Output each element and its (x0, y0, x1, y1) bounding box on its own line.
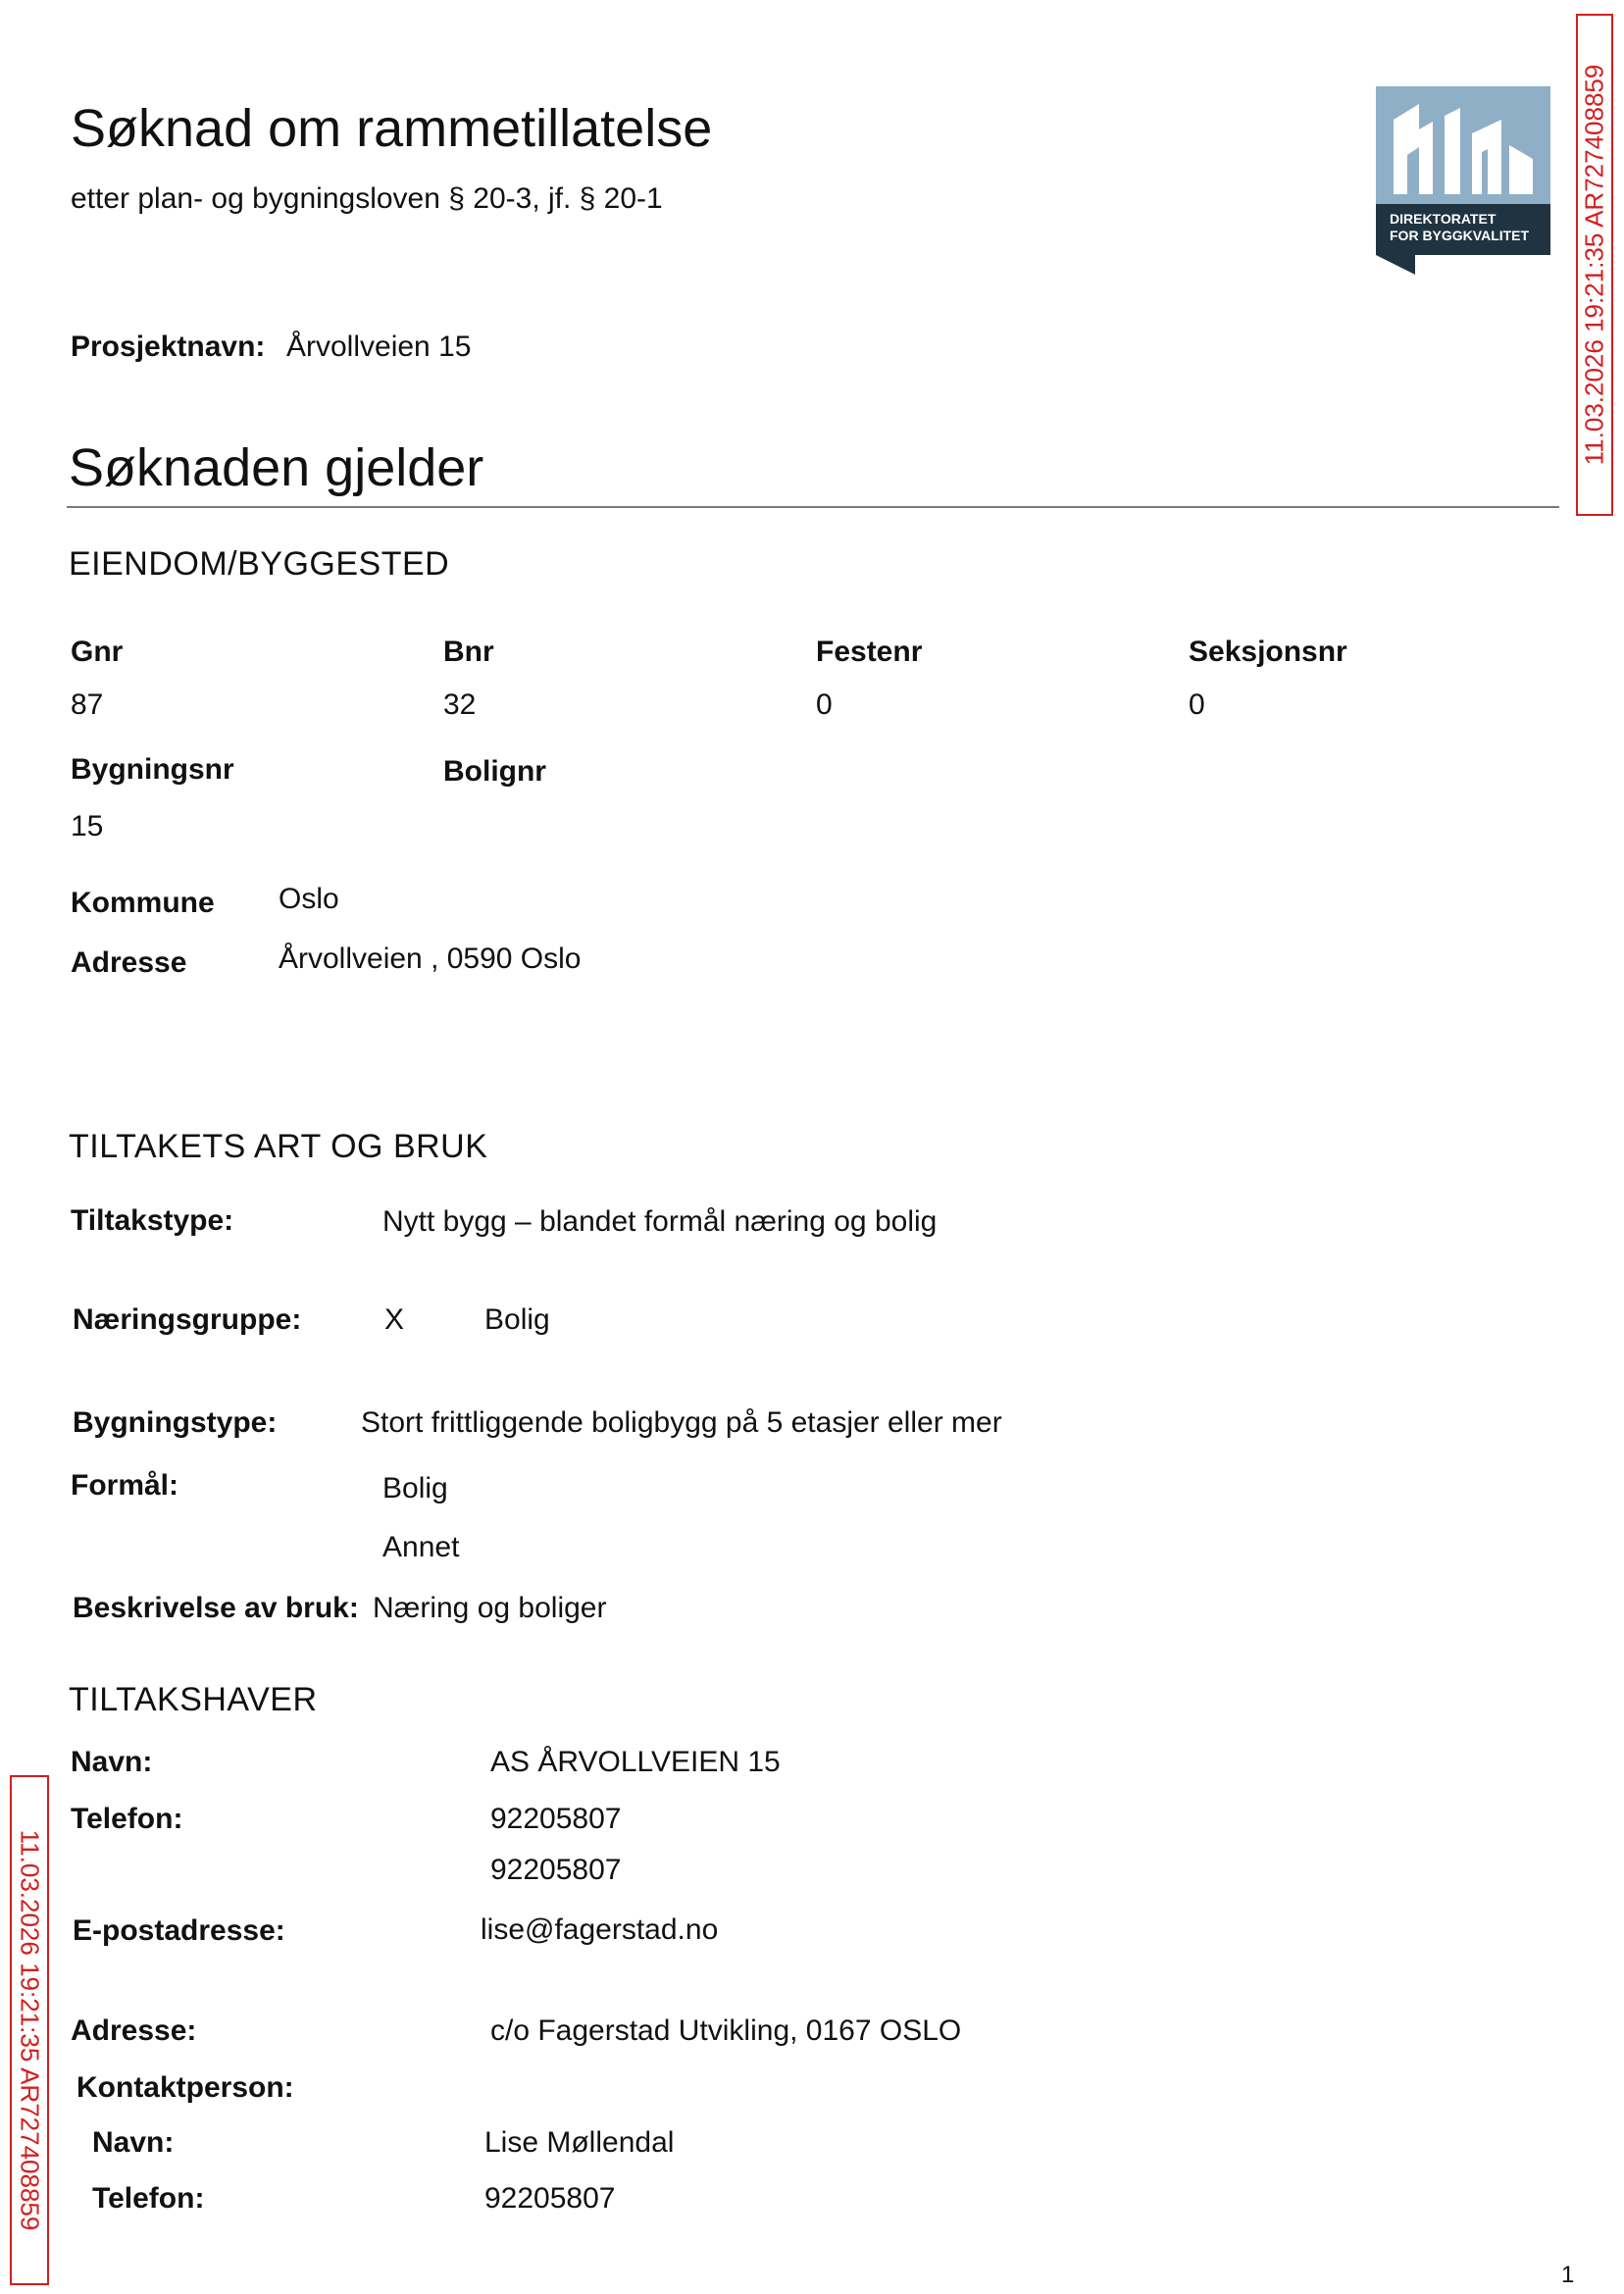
gnr-label: Gnr (71, 636, 124, 668)
seksjonsnr-value: 0 (1189, 688, 1205, 721)
bygningstype-value: Stort frittliggende boligbygg på 5 etasjer eller mer (361, 1406, 1002, 1439)
naeringsgruppe-label: Næringsgruppe: (73, 1303, 302, 1336)
naeringsgruppe-value: Bolig (484, 1303, 550, 1336)
tiltakshaver-heading: TILTAKSHAVER (69, 1681, 318, 1718)
epost-value: lise@fagerstad.no (481, 1913, 719, 1946)
project-name-label: Prosjektnavn: (71, 331, 266, 363)
eiendom-heading: EIENDOM/BYGGESTED (69, 545, 450, 583)
project-name-value: Årvollveien 15 (286, 331, 472, 363)
kontakt-telefon-label: Telefon: (92, 2182, 205, 2215)
tiltakshaver-adresse-label: Adresse: (71, 2014, 197, 2047)
kontaktperson-label: Kontaktperson: (76, 2071, 294, 2104)
epost-label: E-postadresse: (73, 1914, 285, 1947)
stamp-text: 11.03.2026 19:21:35 AR727408859 (15, 1829, 45, 2231)
kontakt-telefon-value: 92205807 (484, 2182, 616, 2215)
dibk-logo (1376, 86, 1550, 275)
kontakt-navn-value: Lise Møllendal (484, 2126, 675, 2159)
naeringsgruppe-code: X (384, 1303, 405, 1336)
timestamp-stamp-bottom (10, 1775, 49, 2285)
formal-value-1: Bolig (382, 1472, 448, 1504)
bygningstype-label: Bygningstype: (73, 1406, 278, 1439)
gnr-value: 87 (71, 688, 104, 721)
kommune-value: Oslo (279, 883, 339, 915)
beskrivelse-value: Næring og boliger (373, 1592, 607, 1624)
tiltakshaver-adresse-value: c/o Fagerstad Utvikling, 0167 OSLO (490, 2014, 962, 2047)
beskrivelse-label: Beskrivelse av bruk: (73, 1592, 359, 1624)
seksjonsnr-label: Seksjonsnr (1189, 636, 1347, 668)
document-title: Søknad om rammetillatelse (71, 99, 713, 158)
tiltakshaver-navn-label: Navn: (71, 1746, 153, 1778)
bnr-label: Bnr (443, 636, 494, 668)
logo-text-line1: DIREKTORATET (1390, 211, 1497, 227)
formal-value-2: Annet (382, 1531, 460, 1563)
tiltakshaver-telefon-value-1: 92205807 (490, 1803, 622, 1835)
formal-label: Formål: (71, 1469, 179, 1502)
kontakt-navn-label: Navn: (92, 2126, 175, 2159)
bygningsnr-label: Bygningsnr (71, 753, 234, 786)
tiltakstype-label: Tiltakstype: (71, 1204, 234, 1237)
festenr-label: Festenr (816, 636, 923, 668)
stamp-text: 11.03.2026 19:21:35 AR727408859 (1579, 64, 1609, 466)
bnr-value: 32 (443, 688, 477, 721)
adresse-label: Adresse (71, 946, 187, 979)
tiltakshaver-navn-value: AS ÅRVOLLVEIEN 15 (490, 1746, 781, 1778)
festenr-value: 0 (816, 688, 833, 721)
document-subtitle: etter plan- og bygningsloven § 20-3, jf. § 20-1 (71, 182, 663, 215)
section-divider (67, 506, 1559, 508)
tiltak-heading: TILTAKETS ART OG BRUK (69, 1128, 488, 1165)
tiltakstype-value: Nytt bygg – blandet formål næring og bolig (382, 1205, 938, 1238)
section-title: Søknaden gjelder (69, 438, 484, 497)
kommune-label: Kommune (71, 887, 215, 919)
bygningsnr-value: 15 (71, 810, 104, 842)
tiltakshaver-telefon-value-2: 92205807 (490, 1854, 622, 1886)
page-number: 1 (1561, 2262, 1575, 2288)
timestamp-stamp-top (1576, 14, 1613, 516)
logo-text-line2: FOR BYGGKVALITET (1390, 228, 1530, 243)
adresse-value: Årvollveien , 0590 Oslo (279, 943, 582, 975)
bolignr-label: Bolignr (443, 755, 546, 788)
tiltakshaver-telefon-label: Telefon: (71, 1803, 183, 1835)
